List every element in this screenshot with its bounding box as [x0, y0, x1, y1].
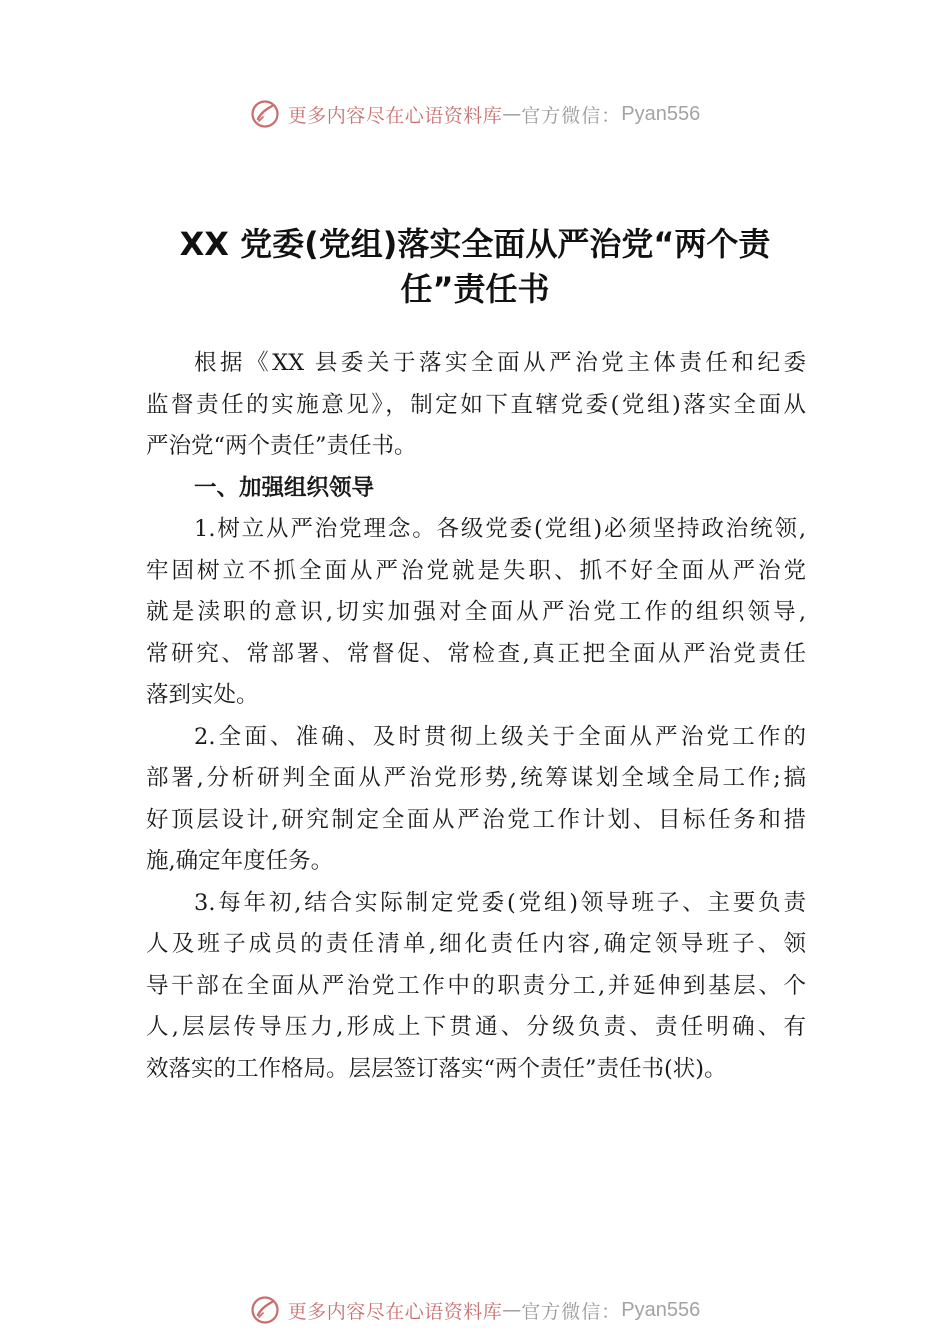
- watermark-text: 更多内容尽在心语资料库: [287, 104, 503, 127]
- pen-circle-logo-icon: [250, 99, 280, 129]
- watermark-dash: —: [502, 103, 522, 125]
- title-line: 任”责任书: [400, 270, 550, 308]
- item-paragraph-3: [146, 883, 806, 1091]
- text-line: 人,层层传导压力,形成上下贯通、分级负责、责任明确、有: [146, 1014, 806, 1040]
- watermark-wechat-label: 官方微信：: [521, 1300, 622, 1323]
- text-line: 2.全面、准确、及时贯彻上级关于全面从严治党工作的: [194, 723, 806, 750]
- section-heading: 一、加强组织领导: [194, 474, 375, 501]
- text-line: 牢固树立不抓全面从严治党就是失职、抓不好全面从严治党: [146, 557, 806, 584]
- document-title: [145, 222, 805, 312]
- watermark-wechat-id: Pyan556: [621, 102, 701, 125]
- text-line: 监督责任的实施意见》，制定如下直辖党委(党组)落实全面从: [146, 391, 806, 418]
- text-line: 部署,分析研判全面从严治党形势,统筹谋划全域全局工作;搞: [146, 765, 806, 791]
- text-line: 3.每年初,结合实际制定党委(党组)领导班子、主要负责: [194, 889, 806, 916]
- text-line: 好顶层设计,研究制定全面从严治党工作计划、目标任务和措: [146, 806, 806, 833]
- item-paragraph-2: [146, 717, 806, 883]
- text-line: 人及班子成员的责任清单,细化责任内容,确定领导班子、领: [146, 931, 806, 957]
- text-line: 根据《XX 县委关于落实全面从严治党主体责任和纪委: [194, 350, 806, 376]
- title-line: XX 党委(党组)落实全面从严治党“两个责: [179, 225, 771, 263]
- text-line: 严治党“两个责任”责任书。: [146, 433, 417, 459]
- header-watermark-banner: [0, 94, 950, 134]
- watermark-text: 更多内容尽在心语资料库: [287, 1300, 503, 1323]
- text-line: 施,确定年度任务。: [146, 848, 334, 874]
- intro-paragraph: [146, 343, 806, 468]
- text-line: 常研究、常部署、常督促、常检查,真正把全面从严治党责任: [146, 640, 806, 667]
- footer-watermark-banner: [0, 1290, 950, 1330]
- document-body: [146, 343, 806, 1090]
- watermark-wechat-label: 官方微信：: [521, 104, 622, 127]
- text-line: 1.树立从严治党理念。各级党委(党组)必须坚持政治统领,: [194, 516, 806, 542]
- text-line: 导干部在全面从严治党工作中的职责分工,并延伸到基层、个: [146, 972, 806, 999]
- text-line: 落到实处。: [146, 682, 259, 708]
- text-line: 就是渎职的意识,切实加强对全面从严治党工作的组织领导,: [146, 599, 806, 625]
- watermark-wechat-id: Pyan556: [621, 1298, 701, 1321]
- text-line: 效落实的工作格局。层层签订落实“两个责任”责任书(状)。: [146, 1055, 727, 1082]
- item-paragraph-1: [146, 509, 806, 717]
- watermark-dash: —: [502, 1299, 522, 1321]
- pen-circle-logo-icon: [250, 1295, 280, 1325]
